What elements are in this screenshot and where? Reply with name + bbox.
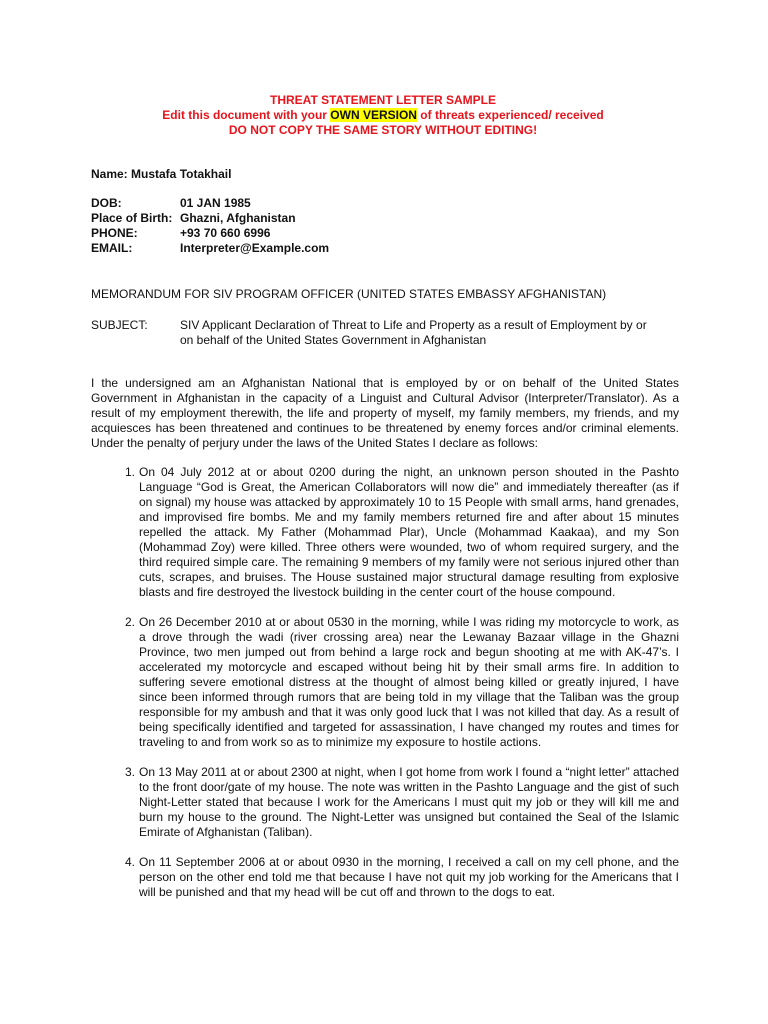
detail-label: DOB: [91, 196, 122, 210]
detail-value: Ghazni, Afghanistan [180, 211, 296, 225]
list-item-text: On 04 July 2012 at or about 0200 during the night, an unknown person shouted in the Pashto Language “God is Great, the American Collaborators will now die” and immediately thereafter (as if on signal) my house was attacked by approximately 10 to 15 People with small arms, hand grenades, and improvised fire bombs. Me and my family members returned fire and after about 15 minutes repelled the attack. My Father (Mohammad Plar), Uncle (Mohammad Kaakaa), and my Son (Mohammad Zoy) were killed. Three others were wounded, two of whom required surgery, and the third required simple care. The remaining 9 members of my family were not serious injured other than cuts, scrapes, and bruises. The House sustained major structural damage resulting from explosive blasts and fire destroyed the livestock building in the center court of the house compound. [139, 465, 679, 599]
detail-label: Place of Birth: [91, 211, 173, 225]
detail-row-phone [91, 226, 329, 241]
applicant-details [91, 196, 329, 256]
detail-row-birthplace [91, 211, 329, 226]
list-item-number: 1. [124, 465, 135, 479]
header-edit-highlight: OWN VERSION [330, 108, 417, 122]
list-item-number: 3. [124, 765, 135, 779]
detail-value: +93 70 660 6996 [180, 226, 271, 240]
header-title: THREAT STATEMENT LETTER SAMPLE [270, 93, 496, 107]
list-item-number: 4. [124, 855, 135, 869]
list-item-text: On 13 May 2011 at or about 2300 at night, when I got home from work I found a “night letter” attached to the front door/gate of my house. The note was written in the Pashto Language and the gist of such Night-Letter stated that because I work for the Americans I must quit my job or they will kill me and burn my house to the ground. The Night-Letter was unsigned but contained the Seal of the Islamic Emirate of Afghanistan (Taliban). [139, 765, 679, 839]
list-item [91, 765, 679, 840]
list-item [91, 855, 679, 900]
header-edit-line [90, 108, 676, 123]
header-warning: DO NOT COPY THE SAME STORY WITHOUT EDITING! [228, 123, 538, 137]
list-item-text: On 26 December 2010 at or about 0530 in the morning, while I was riding my motorcycle to work, as a drove through the wadi (river crossing area) near the Lewanay Bazaar village in the Ghazni Province, two men jumped out from behind a large rock and begun shooting at me with AK-47’s. I accelerated my motorcycle and escaped without being hit by their small arms fire. In addition to suffering severe emotional distress at the thought of almost being killed or greatly injured, I have since been informed through rumors that are being told in my village that the Taliban was the group responsible for my ambush and that it was only good luck that I was not killed that day. As a result of being specifically identified and targeted for assassination, I have changed my routes and times for traveling to and from work so as to minimize my exposure to hostile actions. [139, 615, 679, 749]
header-edit-prefix: Edit this document with your [162, 108, 331, 122]
incident-list [91, 465, 679, 915]
applicant-name: Name: Mustafa Totakhail [91, 167, 232, 181]
detail-row-dob [91, 196, 329, 211]
header-edit-suffix: of threats experienced/ received [416, 108, 604, 122]
subject-text: SIV Applicant Declaration of Threat to Life and Property as a result of Employment by or on behalf of the United States Government in Afghanistan [180, 318, 647, 347]
detail-label: PHONE: [91, 226, 138, 240]
memorandum-line: MEMORANDUM FOR SIV PROGRAM OFFICER (UNITED STATES EMBASSY AFGHANISTAN) [91, 287, 607, 301]
list-item [91, 615, 679, 750]
list-item-number: 2. [124, 615, 135, 629]
detail-label: EMAIL: [91, 241, 133, 255]
subject-block [91, 318, 681, 348]
detail-value: 01 JAN 1985 [180, 196, 251, 210]
detail-value: Interpreter@Example.com [180, 241, 330, 255]
list-item [91, 465, 679, 600]
list-item-text: On 11 September 2006 at or about 0930 in the morning, I received a call on my cell phone, and the person on the other end told me that because I have not quit my job working for the Americans that I will be punished and that my head will be cut off and thrown to the dogs to eat. [139, 855, 679, 899]
subject-label: SUBJECT: [91, 318, 148, 332]
detail-row-email [91, 241, 329, 256]
header-block [90, 93, 676, 138]
intro-paragraph: I the undersigned am an Afghanistan National that is employed by or on behalf of the United States Government in Afghanistan in the capacity of a Linguist and Cultural Advisor (Interpreter/Translator). As a result of my employment therewith, the life and property of myself, my family members, my friends, and my acquiesces has been threatened and continues to be threatened by enemy forces and/or criminal elements. Under the penalty of perjury under the laws of the United States I declare as follows: [91, 376, 679, 450]
